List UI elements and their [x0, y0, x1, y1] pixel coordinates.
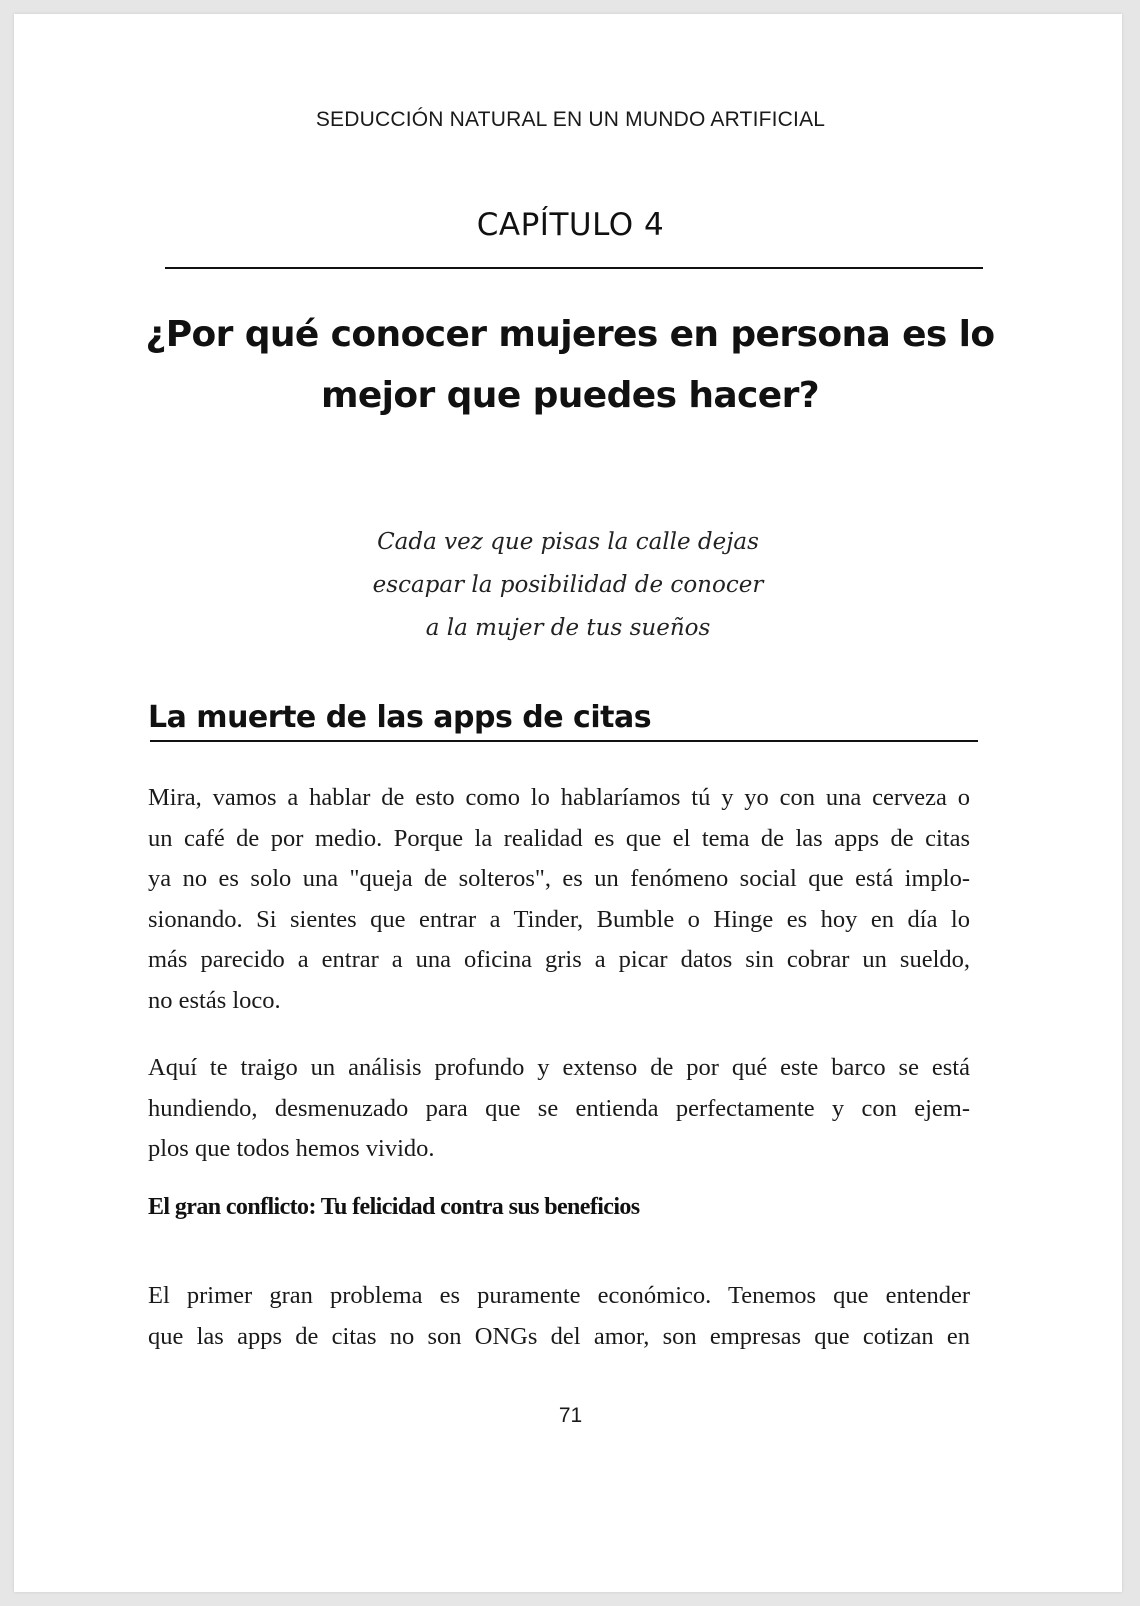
paragraph-line: Mira, vamos a hablar de esto como lo hablaríamos tú y yo con una cerveza o — [148, 784, 970, 811]
paragraph-line: Aquí te traigo un análisis profundo y extenso de por qué este barco se está — [148, 1054, 970, 1081]
paragraph-line: no estás loco. — [148, 986, 281, 1014]
chapter-label: CAPÍTULO 4 — [476, 207, 665, 243]
epigraph-line: Cada vez que pisas la calle dejas — [377, 529, 759, 555]
paragraph-line: que las apps de citas no son ONGs del amor, son empresas que cotizan en — [148, 1322, 970, 1350]
paragraph-line: sionando. Si sientes que entrar a Tinder, Bumble o Hinge es hoy en día lo — [148, 905, 970, 933]
section-heading: La muerte de las apps de citas — [148, 700, 652, 735]
chapter-divider — [165, 267, 983, 269]
body-paragraph — [148, 1048, 970, 1170]
epigraph-line: escapar la posibilidad de conocer — [372, 572, 764, 598]
book-page — [14, 14, 1122, 1592]
paragraph-line: El primer gran problema es puramente económico. Tenemos que entender — [148, 1282, 970, 1309]
paragraph-line: más parecido a entrar a una oficina gris a picar datos sin cobrar un sueldo, — [148, 946, 970, 973]
running-header: SEDUCCIÓN NATURAL EN UN MUNDO ARTIFICIAL — [315, 108, 826, 131]
paragraph-line: ya no es solo una "queja de solteros", es un fenómeno social que está implo- — [148, 865, 970, 892]
page-number: 71 — [558, 1404, 583, 1427]
subheading: El gran conflicto: Tu felicidad contra sus beneficios — [148, 1194, 640, 1220]
body-paragraph — [148, 1276, 970, 1357]
chapter-title — [134, 304, 1006, 426]
paragraph-line: hundiendo, desmenuzado para que se entienda perfectamente y con ejem- — [148, 1094, 970, 1122]
chapter-title-line: mejor que puedes hacer? — [320, 375, 820, 416]
body-paragraph — [148, 778, 970, 1021]
section-divider — [150, 740, 978, 742]
epigraph — [314, 521, 822, 650]
epigraph-line: a la mujer de tus sueños — [425, 615, 711, 641]
chapter-title-line: ¿Por qué conocer mujeres en persona es lo — [145, 314, 995, 355]
paragraph-line: plos que todos hemos vivido. — [148, 1135, 435, 1162]
paragraph-line: un café de por medio. Porque la realidad es que el tema de las apps de citas — [148, 824, 970, 852]
